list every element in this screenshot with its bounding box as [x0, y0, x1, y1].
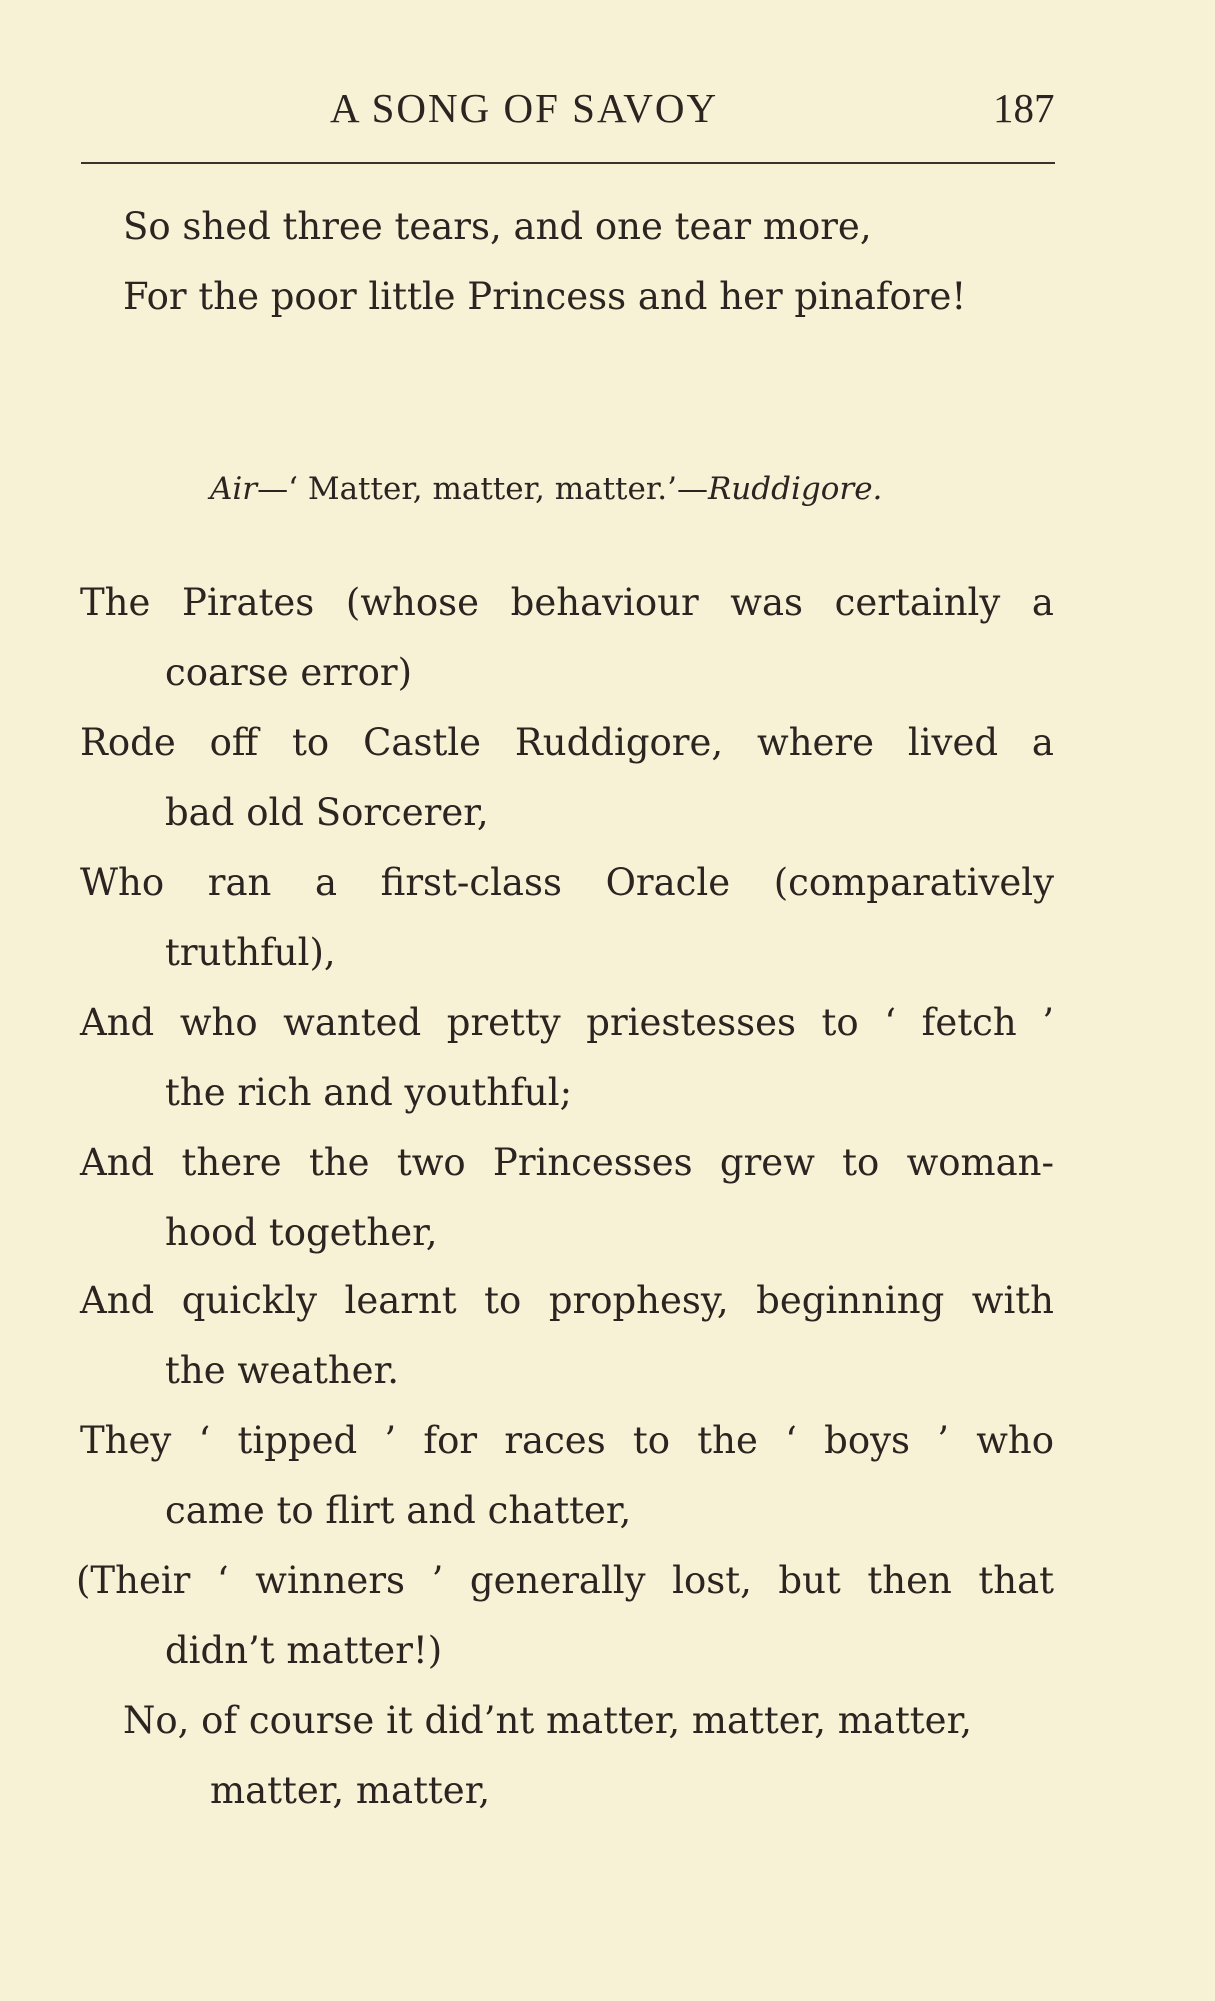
verse-line-7: And who wanted pretty priestesses to ‘ fetch ’ [80, 1001, 1054, 1044]
verse-line-16: didn’t matter!) [165, 1629, 443, 1672]
header-rule [81, 162, 1055, 164]
air-tune: ‘ Matter, matter, matter.’ [288, 471, 677, 507]
air-dash-1: — [257, 471, 289, 507]
verse-line-8: the rich and youthful; [165, 1071, 573, 1114]
verse-line-14: came to flirt and chatter, [165, 1489, 632, 1532]
couplet-line-1: So shed three tears, and one tear more, [123, 205, 872, 248]
refrain-line-2: matter, matter, [210, 1769, 491, 1812]
verse-line-4: bad old Sorcerer, [165, 791, 489, 834]
running-title: A SONG OF SAVOY [330, 85, 719, 131]
verse-line-6: truthful), [165, 931, 336, 974]
verse-line-11: And quickly learnt to prophesy, beginning with [80, 1279, 1054, 1322]
verse-line-10: hood together, [165, 1211, 438, 1254]
couplet-line-2: For the poor little Princess and her pinafore! [123, 275, 967, 318]
verse-line-5: Who ran a first-class Oracle (comparatively [80, 861, 1054, 904]
verse-line-12: the weather. [165, 1349, 399, 1392]
air-heading [210, 471, 883, 507]
verse-line-13: They ‘ tipped ’ for races to the ‘ boys ’ who [80, 1419, 1054, 1462]
air-dash-2: — [676, 471, 708, 507]
verse-line-9: And there the two Princesses grew to woman- [80, 1141, 1054, 1184]
page-number: 187 [993, 85, 1055, 131]
verse-line-2: coarse error) [165, 651, 413, 694]
verse-line-1: The Pirates (whose behaviour was certainly a [80, 581, 1054, 624]
refrain-line-1: No, of course it did’nt matter, matter, matter, [123, 1699, 972, 1742]
verse-line-3: Rode off to Castle Ruddigore, where lived a [80, 721, 1054, 764]
air-label: Air [210, 471, 258, 507]
verse-line-15: (Their ‘ winners ’ generally lost, but then that [76, 1559, 1054, 1602]
air-source: Ruddigore. [707, 471, 883, 507]
